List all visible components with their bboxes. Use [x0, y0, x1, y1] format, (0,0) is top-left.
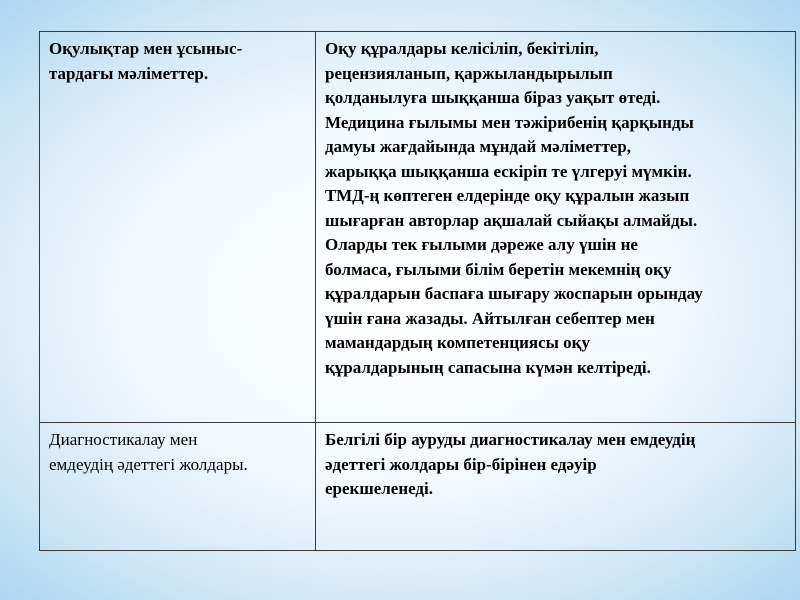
cell-line: Оқулықтар мен ұсыныс- [49, 39, 243, 58]
cell-line: құралдарының сапасына күмән келтіреді. [325, 357, 651, 377]
cell-line: дамуы жағдайында мұндай мәліметтер, [325, 137, 632, 156]
cell-line: тардағы мәліметтер. [49, 63, 209, 83]
cell-line: әдеттегі жолдары бір-бірінен едәуір [325, 454, 597, 474]
cell-line: емдеудің әдеттегі жолдары. [49, 454, 248, 474]
cell-line: шығарған авторлар ақшалай сыйақы алмайды. [325, 210, 698, 230]
cell-line: Диагностикалау мен [49, 430, 198, 449]
cell-line: рецензияланып, қаржыландырылып [325, 63, 613, 83]
cell-line: жарыққа шыққанша ескіріп те үлгеруі мүмкін. [325, 161, 692, 181]
table-cell-source [40, 423, 316, 551]
table-cell-description [316, 423, 796, 551]
cell-line: ТМД-ң көптеген елдерінде оқу құралын жазып [325, 186, 690, 205]
cell-line: болмаса, ғылыми білім беретін мекемнің оқу [325, 259, 672, 279]
content-table [39, 31, 796, 551]
cell-line: үшін ғана жазады. Айтылған себептер мен [325, 308, 655, 328]
cell-line: Оқу құралдары келісіліп, бекітіліп, [325, 39, 599, 58]
cell-line: құралдарын баспаға шығару жоспарын орындау [325, 284, 703, 303]
cell-line: ерекшеленеді. [325, 479, 434, 498]
cell-line: Оларды тек ғылыми дәреже алу үшін не [325, 235, 638, 254]
table-row [40, 423, 796, 551]
table-cell-source [40, 32, 316, 423]
cell-line: Медицина ғылымы мен тәжірибенің қарқынды [325, 112, 694, 132]
cell-line: қолданылуға шыққанша біраз уақыт өтеді. [325, 88, 661, 107]
cell-line: мамандардың компетенциясы оқу [325, 333, 590, 352]
table-row [40, 32, 796, 423]
cell-line: Белгілі бір ауруды диагностикалау мен емдеудің [325, 430, 696, 449]
table-cell-description [316, 32, 796, 423]
